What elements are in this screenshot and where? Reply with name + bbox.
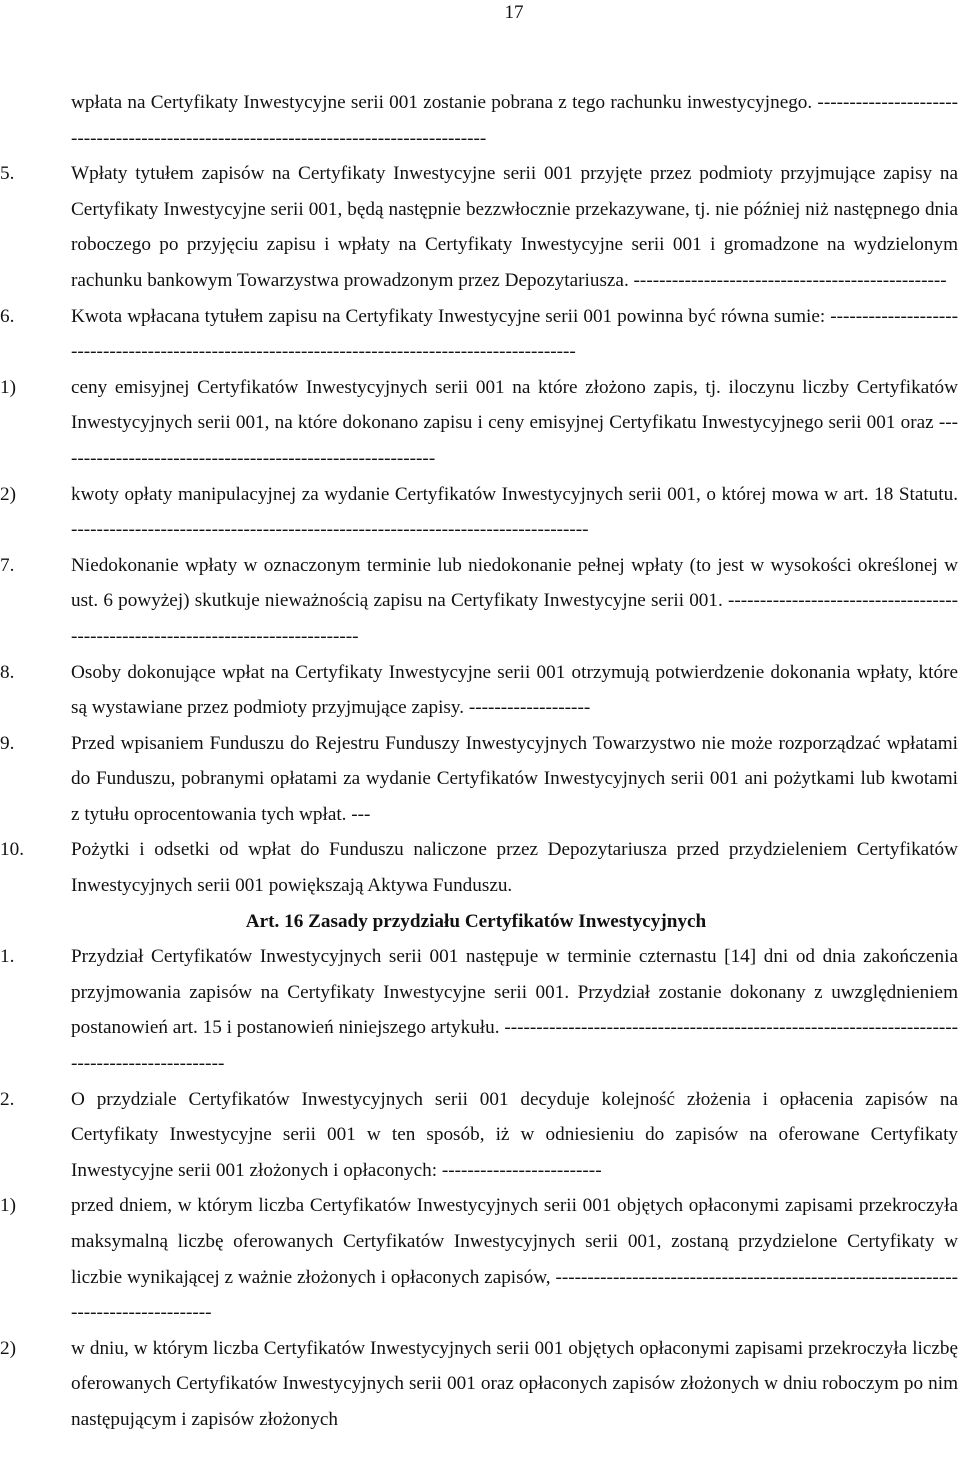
paragraph-text: przed dniem, w którym liczba Certyfikatów Inwestycyjnych serii 001 objętych opłaconymi zapisami przekroczyła maksymalną liczbę oferowanych Certyfikatów Inwestycyjnych serii 001, zostaną przydzielone Certyfikaty w liczbie wynikającej z ważnie złożonych i opłaconych zapisów, ------------------------------------------------------------------------------------- [71, 1195, 958, 1324]
document-body [0, 85, 958, 1438]
paragraph-p4-cont [0, 85, 958, 156]
paragraph-p8 [0, 655, 958, 726]
paragraph-text: Niedokonanie wpłaty w oznaczonym terminie lub niedokonanie pełnej wpłaty (to jest w wysokości określonej w ust. 6 powyżej) skutkuje nieważnością zapisu na Certyfikaty Inwestycyjne serii 001. --------------------------------------------------------------------------------- [71, 554, 958, 647]
paragraph-number: 2) [0, 483, 16, 505]
paragraph-text: w dniu, w którym liczba Certyfikatów Inwestycyjnych serii 001 objętych opłaconymi zapisami przekroczyła liczbę oferowanych Certyfikatów Inwestycyjnych serii 001 oraz opłaconych zapisów złożonych w dniu roboczym po nim następującym i zapisów złożonych [71, 1337, 958, 1430]
paragraph-text: O przydziale Certyfikatów Inwestycyjnych serii 001 decyduje kolejność złożenia i opłacenia zapisów na Certyfikaty Inwestycyjne serii 001 w ten sposób, iż w odniesieniu do zapisów na oferowane Certyfikaty Inwestycyjne serii 001 złożonych i opłaconych: ------------------------- [71, 1088, 958, 1181]
article-heading-text: Art. 16 Zasady przydziału Certyfikatów Inwestycyjnych [245, 910, 707, 932]
paragraph-number: 8. [0, 661, 15, 683]
section-allocation [0, 939, 958, 1437]
paragraph-a2-1 [0, 1188, 958, 1330]
paragraph-text: Przed wpisaniem Funduszu do Rejestru Funduszy Inwestycyjnych Towarzystwo nie może rozporządzać wpłatami do Funduszu, pobranymi opłatami za wydanie Certyfikatów Inwestycyjnych serii 001 ani pożytkami lub kwotami z tytułu oprocentowania tych wpłat. --- [71, 732, 958, 825]
paragraph-a2 [0, 1082, 958, 1189]
paragraph-text: Wpłaty tytułem zapisów na Certyfikaty Inwestycyjne serii 001 przyjęte przez podmioty przyjmujące zapisy na Certyfikaty Inwestycyjne serii 001, będą następnie bezzwłocznie przekazywane, tj. nie później niż następnego dnia roboczego po przyjęciu zapisu i wpłaty na Certyfikaty Inwestycyjne serii 001 i gromadzone na wydzielonym rachunku bankowym Towarzystwa prowadzonym przez Depozytariusza. ------------------------------------------------- [71, 163, 958, 291]
paragraph-p5 [0, 156, 958, 298]
paragraph-text: wpłata na Certyfikaty Inwestycyjne serii 001 zostanie pobrana z tego rachunku inwestycyjnego. --------------------------------------------------------------------------------------- [71, 92, 958, 149]
paragraph-number: 5. [0, 163, 15, 185]
paragraph-number: 2. [0, 1088, 15, 1110]
paragraph-a2-2 [0, 1331, 958, 1438]
paragraph-text: ceny emisyjnej Certyfikatów Inwestycyjnych serii 001 na które złożono zapis, tj. iloczynu liczby Certyfikatów Inwestycyjnych serii 001, na które dokonano zapisu i ceny emisyjnej Certyfikatu Inwestycyjnego serii 001 oraz ------------------------------------------------------------ [71, 376, 958, 469]
paragraph-p7 [0, 548, 958, 655]
paragraph-number: 9. [0, 732, 15, 754]
paragraph-p9 [0, 726, 958, 833]
paragraph-number: 1. [0, 946, 15, 968]
section-payments [0, 85, 958, 904]
paragraph-p10 [0, 832, 958, 903]
paragraph-text: Kwota wpłacana tytułem zapisu na Certyfikaty Inwestycyjne serii 001 powinna być równa sumie: --------------------------------------------------------------------------------------------------- [71, 305, 958, 363]
paragraph-number: 7. [0, 554, 15, 576]
paragraph-text: Przydział Certyfikatów Inwestycyjnych serii 001 następuje w terminie czternastu [14] dni od dnia zakończenia przyjmowania zapisów na Certyfikaty Inwestycyjne serii 001. Przydział zostanie dokonany z uwzględnieniem postanowień art. 15 i postanowień niniejszego artykułu. ----------------------------------------------------------------------------------------------- [71, 946, 958, 1075]
paragraph-text: Pożytki i odsetki od wpłat do Funduszu naliczone przez Depozytariusza przed przydzieleniem Certyfikatów Inwestycyjnych serii 001 powiększają Aktywa Funduszu. [71, 839, 958, 897]
paragraph-number: 1) [0, 376, 16, 398]
paragraph-p6 [0, 299, 958, 370]
paragraph-number: 2) [0, 1337, 16, 1359]
paragraph-text: kwoty opłaty manipulacyjnej za wydanie Certyfikatów Inwestycyjnych serii 001, o której mowa w art. 18 Statutu. --------------------------------------------------------------------------------- [71, 483, 958, 541]
page-number: 17 [504, 2, 524, 23]
article-heading [0, 904, 881, 940]
paragraph-number: 6. [0, 305, 15, 327]
paragraph-p6-1 [0, 370, 958, 477]
paragraph-number: 10. [0, 839, 24, 861]
paragraph-p6-2 [0, 477, 958, 548]
paragraph-a1 [0, 939, 958, 1081]
paragraph-number: 1) [0, 1195, 16, 1217]
paragraph-text: Osoby dokonujące wpłat na Certyfikaty Inwestycyjne serii 001 otrzymują potwierdzenie dokonania wpłaty, które są wystawiane przez podmioty przyjmujące zapisy. ------------------- [71, 661, 958, 719]
